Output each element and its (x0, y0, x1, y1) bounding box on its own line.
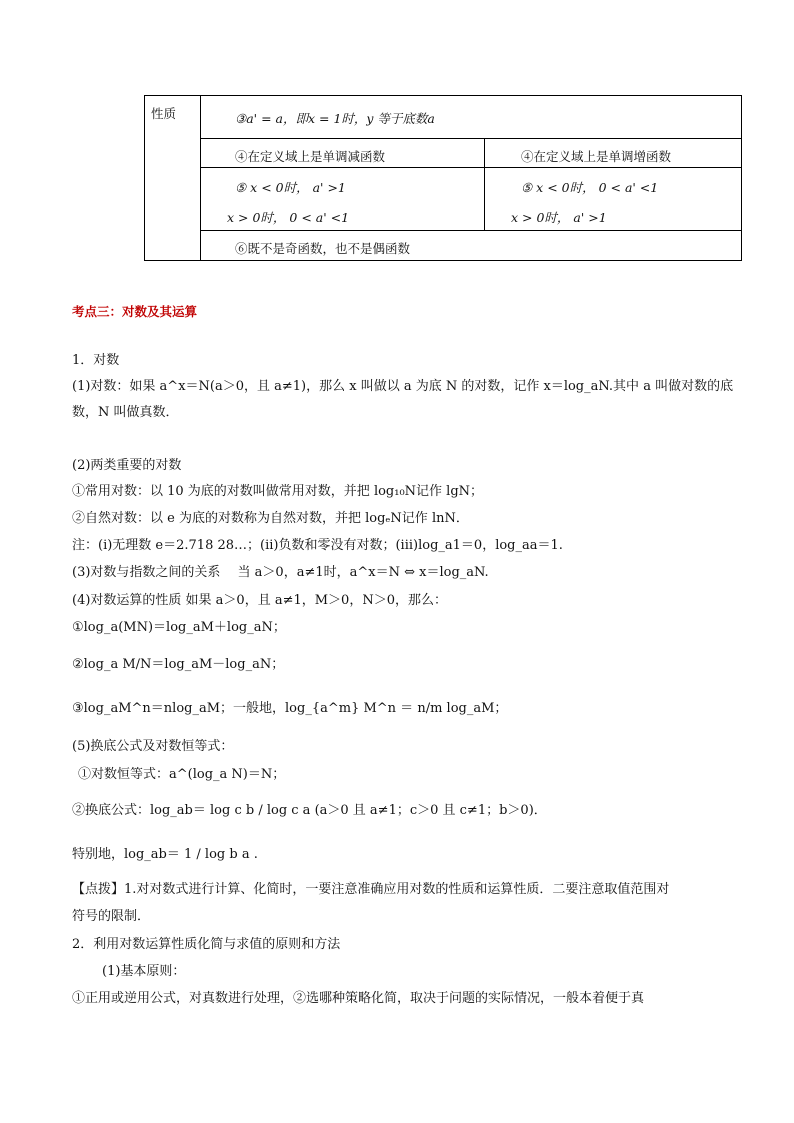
section-title: 考点三：对数及其运算 (72, 304, 198, 319)
formula-line: ②换底公式：log_ab＝ log c b / log c a (a＞0 且 a≠1；c＞0 且 c≠1；b＞0)． (72, 803, 547, 818)
paragraph-line: ①正用或逆用公式，对真数进行处理，②选哪种策略化简，取决于问题的实际情况，一般本着便于真 (72, 991, 645, 1006)
paragraph-line: 2．利用对数运算性质化简与求值的原则和方法 (72, 937, 341, 952)
formula-line: 特别地，log_ab＝ 1 / log b a . (72, 847, 258, 862)
paragraph-line: (1)基本原则： (102, 964, 186, 979)
table-text: ⑤ x < 0时， 0 < a' <1 (521, 180, 659, 195)
table-cell (485, 168, 742, 231)
paragraph-line: (3)对数与指数之间的关系 当 a＞0，a≠1时，a^x＝N ⇔ x＝log_aN. (72, 565, 489, 580)
paragraph-line: (2)两类重要的对数 (72, 458, 182, 473)
paragraph-line: (5)换底公式及对数恒等式： (72, 739, 234, 754)
table-cell (485, 139, 742, 168)
table-text: ⑤ x < 0时， a' >1 (235, 180, 346, 195)
paragraph-line: ①常用对数：以 10 为底的对数叫做常用对数，并把 log₁₀N记作 lgN； (72, 484, 484, 499)
table-cell (201, 231, 742, 261)
paragraph-line: 【点拨】1.对对数式进行计算、化简时，一要注意准确应用对数的性质和运算性质．二要注意取值范围对 (72, 882, 670, 897)
table-text: ⑥既不是奇函数，也不是偶函数 (235, 241, 411, 256)
paragraph-line: 注：(i)无理数 e＝2.718 28…；(ii)负数和零没有对数；(iii)log_a1＝0，log_aa＝1. (72, 538, 563, 553)
table-text: ③a' = a，即x = 1时，y 等于底数a (235, 111, 435, 126)
table-header-label: 性质 (151, 106, 177, 121)
paragraph-line: 数，N 叫做真数． (72, 405, 179, 420)
paragraph-line: (4)对数运算的性质 如果 a＞0，且 a≠1，M＞0，N＞0，那么： (72, 593, 447, 608)
paragraph-line: ②自然对数：以 e 为底的对数称为自然对数，并把 logₑN记作 lnN． (72, 511, 469, 526)
properties-table (144, 95, 742, 261)
formula-line: ①log_a(MN)＝log_aM＋log_aN； (72, 620, 286, 635)
table-cell (201, 168, 485, 231)
table-cell (201, 139, 485, 168)
table-text: ④在定义域上是单调减函数 (235, 149, 386, 164)
table-header-cell (145, 96, 201, 261)
table-cell (201, 96, 742, 139)
formula-line: ①对数恒等式：a^(log_a N)＝N； (78, 767, 286, 782)
table-text: x > 0时， 0 < a' <1 (227, 210, 350, 225)
paragraph-line: (1)对数：如果 a^x＝N(a＞0，且 a≠1)，那么 x 叫做以 a 为底 N 的对数，记作 x＝log_aN.其中 a 叫做对数的底 (72, 379, 734, 394)
paragraph-line: 符号的限制． (72, 909, 151, 924)
paragraph-line: 1．对数 (72, 353, 120, 368)
formula-line: ②log_a M/N＝log_aM－log_aN； (72, 657, 285, 672)
table-text: x > 0时， a' >1 (511, 210, 607, 225)
table-text: ④在定义域上是单调增函数 (521, 149, 672, 164)
formula-line: ③log_aM^n＝nlog_aM；一般地，log_{a^m} M^n ＝ n/m log_aM； (72, 701, 508, 716)
